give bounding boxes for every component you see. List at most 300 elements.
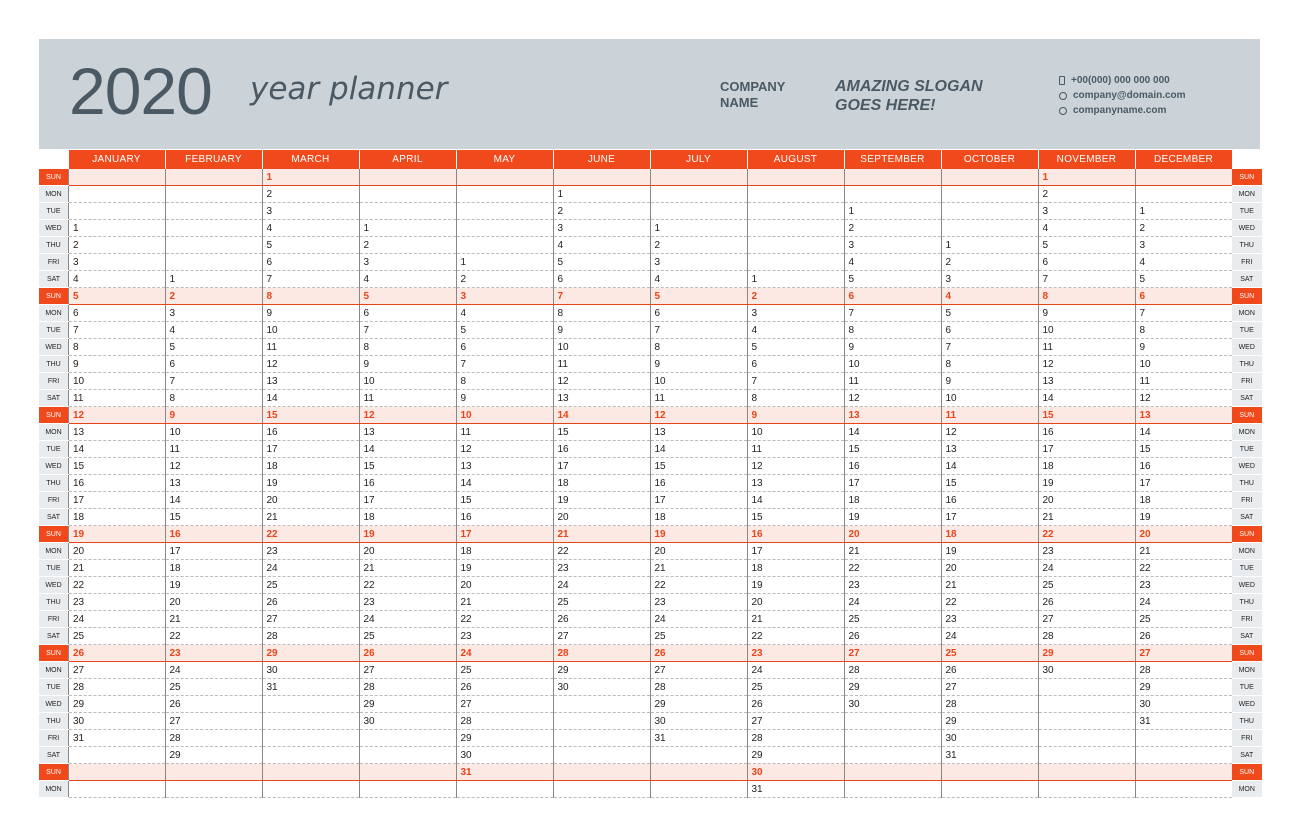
date-cell[interactable]: 1: [650, 220, 747, 237]
date-cell[interactable]: 27: [69, 662, 166, 679]
date-cell[interactable]: 29: [941, 713, 1038, 730]
date-cell[interactable]: 28: [69, 679, 166, 696]
date-cell[interactable]: 26: [553, 611, 650, 628]
date-cell[interactable]: 5: [359, 288, 456, 305]
date-cell[interactable]: 31: [69, 730, 166, 747]
date-cell[interactable]: [844, 781, 941, 798]
date-cell[interactable]: 6: [359, 305, 456, 322]
date-cell[interactable]: 8: [1135, 322, 1232, 339]
date-cell[interactable]: 3: [359, 254, 456, 271]
date-cell[interactable]: [941, 764, 1038, 781]
date-cell[interactable]: [165, 254, 262, 271]
date-cell[interactable]: 19: [359, 526, 456, 543]
date-cell[interactable]: 3: [941, 271, 1038, 288]
date-cell[interactable]: 2: [165, 288, 262, 305]
date-cell[interactable]: 24: [1135, 594, 1232, 611]
date-cell[interactable]: 23: [553, 560, 650, 577]
date-cell[interactable]: 17: [941, 509, 1038, 526]
date-cell[interactable]: 11: [262, 339, 359, 356]
date-cell[interactable]: 17: [69, 492, 166, 509]
date-cell[interactable]: [359, 781, 456, 798]
date-cell[interactable]: 12: [1038, 356, 1135, 373]
date-cell[interactable]: 3: [747, 305, 844, 322]
date-cell[interactable]: 19: [1135, 509, 1232, 526]
date-cell[interactable]: 27: [359, 662, 456, 679]
date-cell[interactable]: [553, 764, 650, 781]
date-cell[interactable]: 17: [844, 475, 941, 492]
date-cell[interactable]: 29: [165, 747, 262, 764]
date-cell[interactable]: 10: [941, 390, 1038, 407]
date-cell[interactable]: 26: [844, 628, 941, 645]
date-cell[interactable]: 21: [165, 611, 262, 628]
date-cell[interactable]: 23: [747, 645, 844, 662]
date-cell[interactable]: 1: [1135, 203, 1232, 220]
date-cell[interactable]: 8: [941, 356, 1038, 373]
date-cell[interactable]: 12: [941, 424, 1038, 441]
date-cell[interactable]: 16: [844, 458, 941, 475]
date-cell[interactable]: 28: [359, 679, 456, 696]
date-cell[interactable]: [359, 747, 456, 764]
date-cell[interactable]: 5: [1135, 271, 1232, 288]
date-cell[interactable]: 21: [1135, 543, 1232, 560]
date-cell[interactable]: [553, 713, 650, 730]
date-cell[interactable]: 24: [165, 662, 262, 679]
date-cell[interactable]: 18: [359, 509, 456, 526]
date-cell[interactable]: 5: [553, 254, 650, 271]
date-cell[interactable]: 28: [650, 679, 747, 696]
date-cell[interactable]: 22: [359, 577, 456, 594]
date-cell[interactable]: 18: [844, 492, 941, 509]
date-cell[interactable]: 31: [941, 747, 1038, 764]
date-cell[interactable]: 27: [941, 679, 1038, 696]
date-cell[interactable]: 22: [1038, 526, 1135, 543]
date-cell[interactable]: 10: [456, 407, 553, 424]
date-cell[interactable]: [1038, 781, 1135, 798]
date-cell[interactable]: [553, 169, 650, 186]
date-cell[interactable]: [456, 220, 553, 237]
date-cell[interactable]: 21: [553, 526, 650, 543]
date-cell[interactable]: 30: [1135, 696, 1232, 713]
date-cell[interactable]: 10: [844, 356, 941, 373]
date-cell[interactable]: 19: [69, 526, 166, 543]
date-cell[interactable]: 2: [747, 288, 844, 305]
date-cell[interactable]: 10: [69, 373, 166, 390]
date-cell[interactable]: 8: [553, 305, 650, 322]
date-cell[interactable]: [844, 169, 941, 186]
date-cell[interactable]: 7: [941, 339, 1038, 356]
date-cell[interactable]: 7: [69, 322, 166, 339]
date-cell[interactable]: 4: [359, 271, 456, 288]
date-cell[interactable]: 11: [1038, 339, 1135, 356]
date-cell[interactable]: 29: [1135, 679, 1232, 696]
date-cell[interactable]: [165, 781, 262, 798]
date-cell[interactable]: 13: [747, 475, 844, 492]
date-cell[interactable]: [359, 764, 456, 781]
date-cell[interactable]: 11: [650, 390, 747, 407]
date-cell[interactable]: 12: [650, 407, 747, 424]
date-cell[interactable]: [1135, 747, 1232, 764]
date-cell[interactable]: 25: [844, 611, 941, 628]
date-cell[interactable]: [1135, 764, 1232, 781]
date-cell[interactable]: 9: [553, 322, 650, 339]
date-cell[interactable]: 22: [262, 526, 359, 543]
date-cell[interactable]: 13: [650, 424, 747, 441]
date-cell[interactable]: 14: [262, 390, 359, 407]
date-cell[interactable]: 29: [650, 696, 747, 713]
date-cell[interactable]: 21: [941, 577, 1038, 594]
date-cell[interactable]: [747, 186, 844, 203]
date-cell[interactable]: [941, 781, 1038, 798]
date-cell[interactable]: 9: [456, 390, 553, 407]
date-cell[interactable]: 22: [165, 628, 262, 645]
date-cell[interactable]: 2: [69, 237, 166, 254]
date-cell[interactable]: 15: [1135, 441, 1232, 458]
date-cell[interactable]: [359, 186, 456, 203]
date-cell[interactable]: 23: [359, 594, 456, 611]
date-cell[interactable]: 9: [1038, 305, 1135, 322]
date-cell[interactable]: 10: [1038, 322, 1135, 339]
date-cell[interactable]: 19: [262, 475, 359, 492]
date-cell[interactable]: 5: [262, 237, 359, 254]
date-cell[interactable]: 28: [844, 662, 941, 679]
date-cell[interactable]: 31: [1135, 713, 1232, 730]
date-cell[interactable]: [69, 781, 166, 798]
date-cell[interactable]: 18: [456, 543, 553, 560]
date-cell[interactable]: 24: [262, 560, 359, 577]
date-cell[interactable]: 20: [553, 509, 650, 526]
date-cell[interactable]: 19: [844, 509, 941, 526]
date-cell[interactable]: 11: [747, 441, 844, 458]
date-cell[interactable]: [1038, 730, 1135, 747]
date-cell[interactable]: 15: [844, 441, 941, 458]
date-cell[interactable]: 8: [262, 288, 359, 305]
date-cell[interactable]: 30: [844, 696, 941, 713]
date-cell[interactable]: [262, 747, 359, 764]
date-cell[interactable]: 25: [69, 628, 166, 645]
date-cell[interactable]: 3: [262, 203, 359, 220]
date-cell[interactable]: 24: [456, 645, 553, 662]
date-cell[interactable]: 7: [456, 356, 553, 373]
date-cell[interactable]: 16: [262, 424, 359, 441]
date-cell[interactable]: 29: [747, 747, 844, 764]
date-cell[interactable]: 8: [359, 339, 456, 356]
date-cell[interactable]: 25: [1038, 577, 1135, 594]
date-cell[interactable]: 13: [1038, 373, 1135, 390]
date-cell[interactable]: 20: [165, 594, 262, 611]
date-cell[interactable]: [165, 186, 262, 203]
date-cell[interactable]: 17: [262, 441, 359, 458]
date-cell[interactable]: [941, 203, 1038, 220]
date-cell[interactable]: 16: [456, 509, 553, 526]
date-cell[interactable]: 12: [165, 458, 262, 475]
date-cell[interactable]: 8: [165, 390, 262, 407]
date-cell[interactable]: 15: [1038, 407, 1135, 424]
date-cell[interactable]: 22: [747, 628, 844, 645]
date-cell[interactable]: [650, 203, 747, 220]
date-cell[interactable]: 9: [844, 339, 941, 356]
date-cell[interactable]: 20: [1135, 526, 1232, 543]
date-cell[interactable]: 4: [553, 237, 650, 254]
date-cell[interactable]: 27: [650, 662, 747, 679]
date-cell[interactable]: [165, 764, 262, 781]
date-cell[interactable]: 29: [69, 696, 166, 713]
date-cell[interactable]: 13: [844, 407, 941, 424]
date-cell[interactable]: 24: [69, 611, 166, 628]
date-cell[interactable]: 13: [359, 424, 456, 441]
date-cell[interactable]: 28: [1038, 628, 1135, 645]
date-cell[interactable]: 28: [1135, 662, 1232, 679]
date-cell[interactable]: 3: [456, 288, 553, 305]
date-cell[interactable]: 6: [747, 356, 844, 373]
date-cell[interactable]: 10: [165, 424, 262, 441]
date-cell[interactable]: 31: [747, 781, 844, 798]
date-cell[interactable]: 5: [650, 288, 747, 305]
date-cell[interactable]: [844, 186, 941, 203]
date-cell[interactable]: 9: [747, 407, 844, 424]
date-cell[interactable]: 23: [456, 628, 553, 645]
date-cell[interactable]: [359, 169, 456, 186]
date-cell[interactable]: 29: [262, 645, 359, 662]
date-cell[interactable]: [1038, 764, 1135, 781]
date-cell[interactable]: 13: [553, 390, 650, 407]
date-cell[interactable]: [650, 747, 747, 764]
date-cell[interactable]: 2: [1038, 186, 1135, 203]
date-cell[interactable]: 5: [844, 271, 941, 288]
date-cell[interactable]: 23: [941, 611, 1038, 628]
date-cell[interactable]: 16: [359, 475, 456, 492]
date-cell[interactable]: 20: [844, 526, 941, 543]
date-cell[interactable]: 22: [456, 611, 553, 628]
date-cell[interactable]: 14: [941, 458, 1038, 475]
date-cell[interactable]: 10: [359, 373, 456, 390]
date-cell[interactable]: 12: [747, 458, 844, 475]
date-cell[interactable]: 14: [553, 407, 650, 424]
date-cell[interactable]: 27: [456, 696, 553, 713]
date-cell[interactable]: 14: [650, 441, 747, 458]
date-cell[interactable]: 18: [165, 560, 262, 577]
date-cell[interactable]: [650, 781, 747, 798]
date-cell[interactable]: 2: [941, 254, 1038, 271]
date-cell[interactable]: 19: [747, 577, 844, 594]
date-cell[interactable]: 27: [747, 713, 844, 730]
date-cell[interactable]: 17: [165, 543, 262, 560]
date-cell[interactable]: 7: [1135, 305, 1232, 322]
date-cell[interactable]: [262, 696, 359, 713]
date-cell[interactable]: 15: [456, 492, 553, 509]
date-cell[interactable]: [165, 203, 262, 220]
date-cell[interactable]: 1: [262, 169, 359, 186]
date-cell[interactable]: 8: [747, 390, 844, 407]
date-cell[interactable]: [1038, 713, 1135, 730]
date-cell[interactable]: 4: [747, 322, 844, 339]
date-cell[interactable]: 14: [1038, 390, 1135, 407]
date-cell[interactable]: 19: [650, 526, 747, 543]
date-cell[interactable]: 5: [747, 339, 844, 356]
date-cell[interactable]: [844, 713, 941, 730]
date-cell[interactable]: [456, 203, 553, 220]
date-cell[interactable]: 7: [747, 373, 844, 390]
date-cell[interactable]: 10: [553, 339, 650, 356]
date-cell[interactable]: [844, 730, 941, 747]
date-cell[interactable]: 8: [456, 373, 553, 390]
date-cell[interactable]: 16: [165, 526, 262, 543]
date-cell[interactable]: 16: [747, 526, 844, 543]
date-cell[interactable]: 17: [650, 492, 747, 509]
date-cell[interactable]: 6: [1038, 254, 1135, 271]
date-cell[interactable]: 11: [941, 407, 1038, 424]
date-cell[interactable]: 10: [1135, 356, 1232, 373]
date-cell[interactable]: 6: [456, 339, 553, 356]
date-cell[interactable]: 23: [69, 594, 166, 611]
date-cell[interactable]: 15: [69, 458, 166, 475]
date-cell[interactable]: [941, 186, 1038, 203]
date-cell[interactable]: 1: [69, 220, 166, 237]
date-cell[interactable]: 3: [650, 254, 747, 271]
date-cell[interactable]: 24: [359, 611, 456, 628]
date-cell[interactable]: 29: [456, 730, 553, 747]
date-cell[interactable]: 14: [165, 492, 262, 509]
date-cell[interactable]: 14: [1135, 424, 1232, 441]
date-cell[interactable]: 3: [69, 254, 166, 271]
date-cell[interactable]: [1135, 186, 1232, 203]
date-cell[interactable]: 1: [553, 186, 650, 203]
date-cell[interactable]: 20: [747, 594, 844, 611]
date-cell[interactable]: 2: [262, 186, 359, 203]
date-cell[interactable]: 11: [165, 441, 262, 458]
date-cell[interactable]: 16: [941, 492, 1038, 509]
date-cell[interactable]: 20: [1038, 492, 1135, 509]
date-cell[interactable]: 18: [1135, 492, 1232, 509]
date-cell[interactable]: 12: [844, 390, 941, 407]
date-cell[interactable]: 29: [1038, 645, 1135, 662]
date-cell[interactable]: 26: [456, 679, 553, 696]
date-cell[interactable]: 28: [747, 730, 844, 747]
date-cell[interactable]: 7: [165, 373, 262, 390]
date-cell[interactable]: 18: [553, 475, 650, 492]
date-cell[interactable]: [941, 220, 1038, 237]
date-cell[interactable]: [262, 764, 359, 781]
date-cell[interactable]: 7: [650, 322, 747, 339]
date-cell[interactable]: 27: [553, 628, 650, 645]
date-cell[interactable]: 20: [359, 543, 456, 560]
date-cell[interactable]: 26: [650, 645, 747, 662]
date-cell[interactable]: 13: [165, 475, 262, 492]
date-cell[interactable]: [69, 747, 166, 764]
date-cell[interactable]: 17: [553, 458, 650, 475]
date-cell[interactable]: 16: [553, 441, 650, 458]
date-cell[interactable]: 25: [262, 577, 359, 594]
date-cell[interactable]: 25: [941, 645, 1038, 662]
date-cell[interactable]: [262, 781, 359, 798]
date-cell[interactable]: 15: [165, 509, 262, 526]
date-cell[interactable]: 2: [844, 220, 941, 237]
date-cell[interactable]: 30: [1038, 662, 1135, 679]
date-cell[interactable]: [456, 781, 553, 798]
date-cell[interactable]: 18: [747, 560, 844, 577]
date-cell[interactable]: 11: [359, 390, 456, 407]
date-cell[interactable]: 25: [747, 679, 844, 696]
date-cell[interactable]: [165, 220, 262, 237]
date-cell[interactable]: [844, 747, 941, 764]
date-cell[interactable]: 12: [553, 373, 650, 390]
date-cell[interactable]: 1: [747, 271, 844, 288]
date-cell[interactable]: [456, 186, 553, 203]
date-cell[interactable]: 27: [1038, 611, 1135, 628]
date-cell[interactable]: [69, 169, 166, 186]
date-cell[interactable]: 12: [1135, 390, 1232, 407]
date-cell[interactable]: 14: [69, 441, 166, 458]
date-cell[interactable]: 20: [941, 560, 1038, 577]
date-cell[interactable]: 30: [553, 679, 650, 696]
date-cell[interactable]: 9: [1135, 339, 1232, 356]
date-cell[interactable]: 7: [1038, 271, 1135, 288]
date-cell[interactable]: 20: [262, 492, 359, 509]
date-cell[interactable]: 3: [1135, 237, 1232, 254]
date-cell[interactable]: [69, 186, 166, 203]
date-cell[interactable]: 21: [456, 594, 553, 611]
date-cell[interactable]: 9: [69, 356, 166, 373]
date-cell[interactable]: 12: [69, 407, 166, 424]
date-cell[interactable]: 11: [553, 356, 650, 373]
date-cell[interactable]: 5: [1038, 237, 1135, 254]
date-cell[interactable]: 21: [747, 611, 844, 628]
date-cell[interactable]: 27: [165, 713, 262, 730]
date-cell[interactable]: 3: [165, 305, 262, 322]
date-cell[interactable]: 25: [456, 662, 553, 679]
date-cell[interactable]: 15: [359, 458, 456, 475]
date-cell[interactable]: 21: [69, 560, 166, 577]
date-cell[interactable]: 31: [650, 730, 747, 747]
date-cell[interactable]: 8: [844, 322, 941, 339]
date-cell[interactable]: 20: [650, 543, 747, 560]
date-cell[interactable]: 20: [69, 543, 166, 560]
date-cell[interactable]: 13: [456, 458, 553, 475]
date-cell[interactable]: 13: [262, 373, 359, 390]
date-cell[interactable]: 19: [553, 492, 650, 509]
date-cell[interactable]: 22: [1135, 560, 1232, 577]
date-cell[interactable]: 5: [456, 322, 553, 339]
date-cell[interactable]: 9: [359, 356, 456, 373]
date-cell[interactable]: 31: [456, 764, 553, 781]
date-cell[interactable]: 6: [1135, 288, 1232, 305]
date-cell[interactable]: 25: [359, 628, 456, 645]
date-cell[interactable]: 14: [747, 492, 844, 509]
date-cell[interactable]: [650, 764, 747, 781]
date-cell[interactable]: 6: [69, 305, 166, 322]
date-cell[interactable]: 1: [1038, 169, 1135, 186]
date-cell[interactable]: 8: [69, 339, 166, 356]
date-cell[interactable]: 2: [359, 237, 456, 254]
date-cell[interactable]: 5: [165, 339, 262, 356]
date-cell[interactable]: 21: [844, 543, 941, 560]
date-cell[interactable]: 28: [165, 730, 262, 747]
date-cell[interactable]: 7: [844, 305, 941, 322]
date-cell[interactable]: [359, 730, 456, 747]
date-cell[interactable]: 6: [553, 271, 650, 288]
date-cell[interactable]: 23: [650, 594, 747, 611]
date-cell[interactable]: 15: [650, 458, 747, 475]
date-cell[interactable]: 27: [844, 645, 941, 662]
date-cell[interactable]: 18: [69, 509, 166, 526]
date-cell[interactable]: 5: [69, 288, 166, 305]
date-cell[interactable]: 7: [262, 271, 359, 288]
date-cell[interactable]: 30: [262, 662, 359, 679]
date-cell[interactable]: 12: [262, 356, 359, 373]
date-cell[interactable]: 30: [456, 747, 553, 764]
date-cell[interactable]: [747, 237, 844, 254]
date-cell[interactable]: 29: [359, 696, 456, 713]
date-cell[interactable]: 2: [1135, 220, 1232, 237]
